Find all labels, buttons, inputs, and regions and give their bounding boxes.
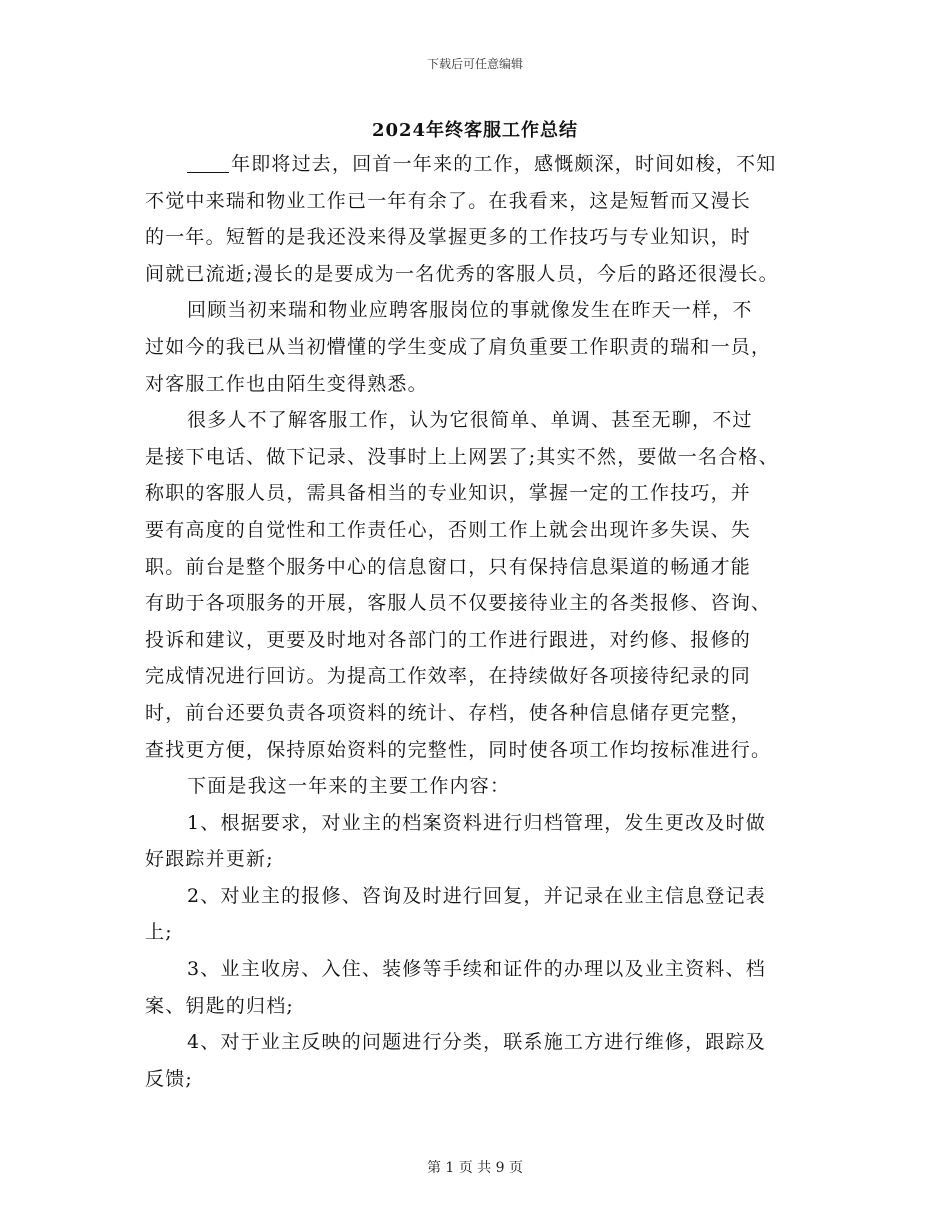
list-item-line: 案、钥匙的归档; (145, 994, 295, 1017)
list-item-line: 2、对业主的报修、咨询及时进行回复，并记录在业主信息登记表 (187, 884, 766, 907)
list-item-line: 好跟踪并更新; (145, 848, 274, 871)
list-item-line: 4、对于业主反映的问题进行分类，联系施工方进行维修，跟踪及 (187, 1031, 766, 1054)
paragraph-line: 过如今的我已从当初懵懂的学生变成了肩负重要工作职责的瑞和一员， (145, 335, 772, 358)
list-item-line: 上; (145, 921, 173, 944)
paragraph-line: 查找更方便，保持原始资料的完整性，同时使各项工作均按标准进行。 (145, 738, 772, 761)
list-item-line: 1、根据要求，对业主的档案资料进行归档管理，发生更改及时做 (187, 811, 766, 834)
list-item-line: 3、业主收房、入住、装修等手续和证件的办理以及业主资料、档 (187, 958, 766, 981)
paragraph-line: 是接下电话、做下记录、没事时上上网罢了;其实不然，要做一名合格、 (145, 445, 779, 468)
paragraph-line: 下面是我这一年来的主要工作内容： (187, 775, 511, 798)
paragraph-line: 完成情况进行回访。为提高工作效率，在持续做好各项接待纪录的同 (145, 665, 752, 688)
paragraph-line: 回顾当初来瑞和物业应聘客服岗位的事就像发生在昨天一样，不 (187, 299, 753, 322)
paragraph-line: 有助于各项服务的开展，客服人员不仅要接待业主的各类报修、咨询、 (145, 592, 772, 615)
paragraph-line: 称职的客服人员，需具备相当的专业知识，掌握一定的工作技巧，并 (145, 482, 752, 505)
paragraph-line: 职。前台是整个服务中心的信息窗口，只有保持信息渠道的畅通才能 (145, 555, 752, 578)
paragraph-line: 投诉和建议，更要及时地对各部门的工作进行跟进，对约修、报修的 (145, 628, 752, 651)
page-footer: 第 1 页 共 9 页 (426, 1160, 524, 1176)
paragraph-line: 不觉中来瑞和物业工作已一年有余了。在我看来，这是短暂而又漫长 (145, 189, 752, 212)
paragraph-line: 很多人不了解客服工作，认为它很简单、单调、甚至无聊，不过 (187, 409, 753, 432)
paragraph-line: 的一年。短暂的是我还没来得及掌握更多的工作技巧与专业知识，时 (145, 226, 752, 249)
document-body (145, 146, 810, 1097)
paragraph-line: 时，前台还要负责各项资料的统计、存档，使各种信息储存更完整， (145, 701, 752, 724)
paragraph-line: 要有高度的自觉性和工作责任心，否则工作上就会出现许多失误、失 (145, 518, 752, 541)
paragraph-line: 年即将过去，回首一年来的工作，感慨颇深，时间如梭，不知 (145, 146, 810, 183)
fill-in-blank (187, 150, 229, 173)
paragraph-line: 间就已流逝;漫长的是要成为一名优秀的客服人员，今后的路还很漫长。 (145, 262, 779, 285)
page-header: 下载后可任意编辑 (426, 57, 523, 71)
list-item-line: 反馈; (145, 1067, 194, 1090)
document-title: 2024年终客服工作总结 (371, 120, 579, 141)
paragraph-line: 对客服工作也由陌生变得熟悉。 (145, 372, 428, 395)
